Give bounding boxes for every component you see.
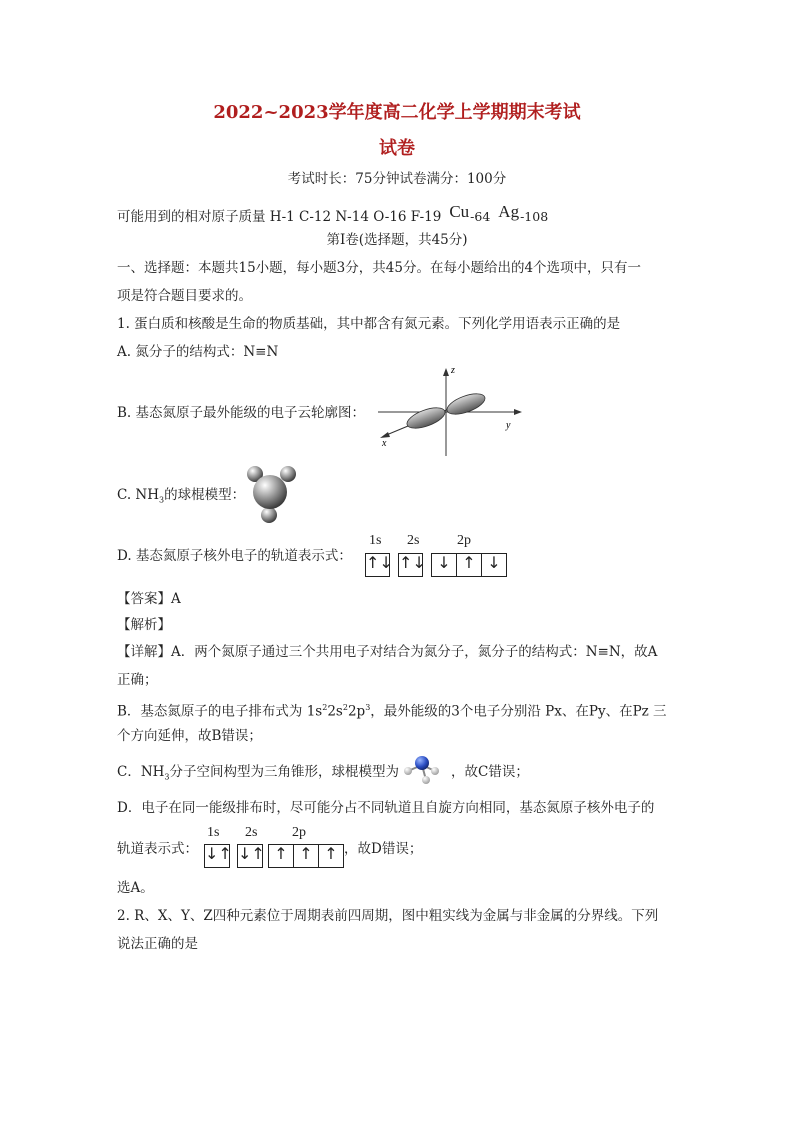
- option-a: A. 氮分子的结构式：N≡N: [117, 344, 279, 360]
- orbital-box: ↓: [431, 553, 457, 577]
- question-2-line1: 2. R、X、Y、Z四种元素位于周期表前四周期，图中粗实线为金属与非金属的分界线。下列: [117, 908, 659, 924]
- option-d: D. 基态氮原子核外电子的轨道表示式：: [117, 548, 352, 564]
- question-1-stem: 1. 蛋白质和核酸是生命的物质基础，其中都含有氮元素。下列化学用语表示正确的是: [117, 316, 621, 332]
- atomic-mass-line: [117, 203, 548, 226]
- page-subtitle: 试卷: [379, 138, 415, 159]
- nh3-ball-model: [240, 462, 302, 526]
- detail-d-line2-suffix: ，故D错误；: [344, 841, 423, 857]
- p-orbital-diagram: [378, 364, 523, 459]
- detail-b-line2: 个方向延伸，故B错误；: [117, 728, 262, 744]
- orbital-box: ↑: [318, 844, 344, 868]
- orbital-box: ↓↑: [237, 844, 263, 868]
- axis-y-label: y: [506, 420, 511, 431]
- page-title: 2022~2023学年度高二化学上学期期末考试: [213, 102, 581, 123]
- orbital-label-1s: 1s: [369, 533, 382, 548]
- analysis-heading: 【解析】: [117, 617, 171, 633]
- section-instruction-2: 项是符合题目要求的。: [117, 288, 252, 304]
- part-one-heading: 第Ⅰ卷(选择题，共45分): [326, 232, 468, 248]
- option-b: B. 基态氮原子最外能级的电子云轮廓图：: [117, 405, 366, 421]
- detail-a-line1: 【详解】A．两个氮原子通过三个共用电子对结合为氮分子，氮分子的结构式：N≡N，故A: [117, 644, 658, 660]
- cu-symbol: Cu: [449, 202, 470, 221]
- orbital-box: ↑: [293, 844, 319, 868]
- orbital-box: ↓: [481, 553, 507, 577]
- orbital-box: ↑↓: [398, 553, 423, 577]
- orbital-box: ↑: [456, 553, 482, 577]
- orbital-label-2s: 2s: [407, 533, 420, 548]
- option-c: C. $NH_3$的球棍模型：: [117, 487, 246, 505]
- orbital-label-1s: 1s: [207, 825, 220, 840]
- ag-symbol: Ag: [498, 202, 520, 221]
- choose-answer: 选A。: [117, 880, 154, 896]
- orbital-label-2p: 2p: [292, 825, 306, 840]
- orbital-box: ↑↓: [365, 553, 390, 577]
- orbital-label-2p: 2p: [457, 533, 471, 548]
- exam-info: 考试时长：75分钟试卷满分：100分: [287, 171, 507, 187]
- detail-d-line2-prefix: 轨道表示式：: [117, 841, 198, 857]
- axis-x-label: x: [382, 438, 387, 449]
- atomic-mass-prefix: 可能用到的相对原子质量 H-1 C-12 N-14 O-16 F-19: [117, 209, 442, 225]
- detail-a-line2: 正确；: [117, 672, 158, 688]
- cu-value: -64: [470, 209, 491, 224]
- axis-z-label: z: [451, 365, 455, 376]
- orbital-label-2s: 2s: [245, 825, 258, 840]
- question-2-line2: 说法正确的是: [117, 936, 198, 952]
- detail-d-line1: D．电子在同一能级排布时，尽可能分占不同轨道且自旋方向相同，基态氮原子核外电子的: [117, 800, 655, 816]
- nh3-colored-model: [402, 752, 442, 786]
- orbital-box: ↑: [268, 844, 294, 868]
- detail-c-line: C．$NH_3$分子空间构型为三角锥形，球棍模型为 ，故C错误；: [117, 764, 529, 782]
- orbital-box: ↓↑: [204, 844, 230, 868]
- ag-value: -108: [520, 209, 549, 224]
- answer: 【答案】A: [117, 591, 181, 607]
- detail-b-line1: B．基态氮原子的电子排布式为 $1s^22s^22p^3$，最外能级的3个电子分别沿 Px、在Py、在Pz 三: [117, 703, 667, 720]
- section-instruction-1: 一、选择题：本题共15小题，每小题3分，共45分。在每小题给出的4个选项中，只有一: [117, 260, 642, 276]
